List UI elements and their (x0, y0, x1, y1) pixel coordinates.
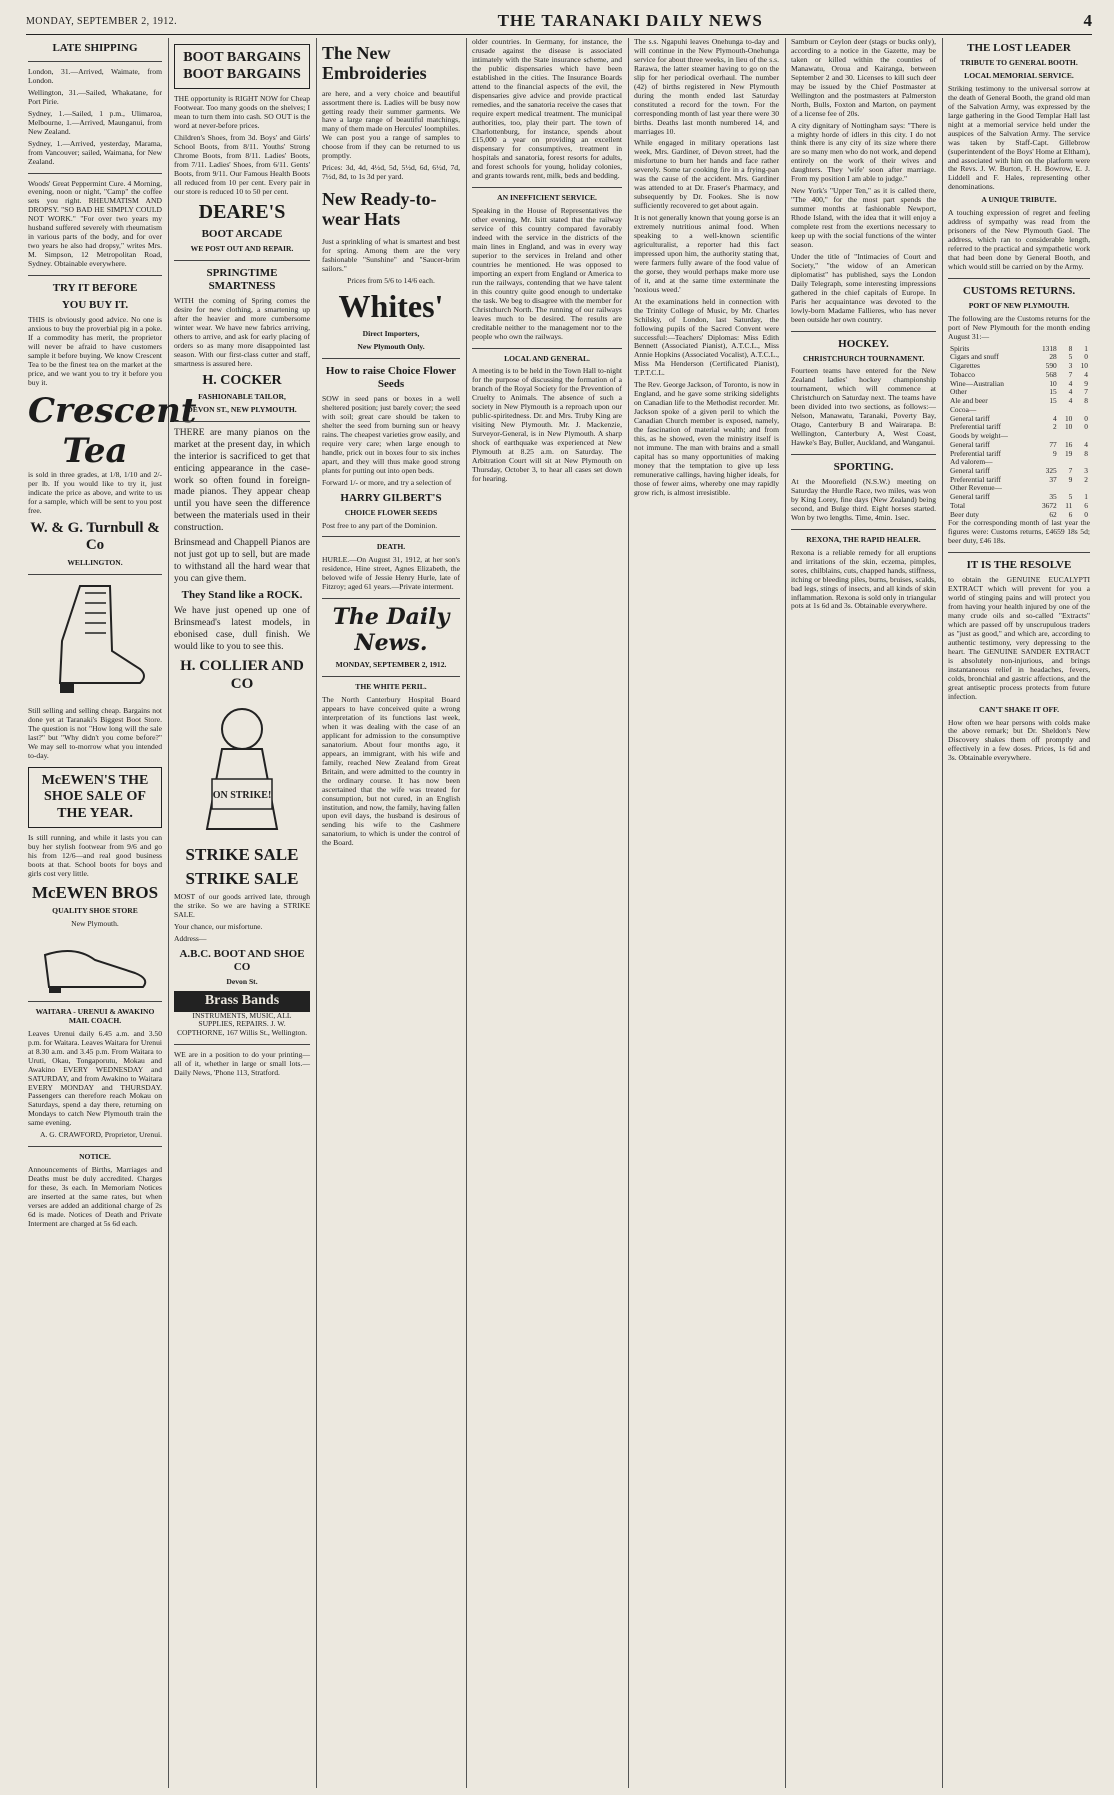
unique-tribute-text: A touching expression of regret and feeling address of sympathy was read from the prisoners of the New Plymouth Gaol. The address, which ran to considerable length, referred to the practical and sympathetic work that had been done by General Booth, and which would still be carried on by the Army. (948, 208, 1090, 271)
local-general-text: A meeting is to be held in the Town Hall to-night for the purpose of discussing the formation of a branch of the Royal Society for the Prevention of Cruelty to Animals. The absence of such a society in New Plymouth is a reproach upon our public-spiritedness. Dr. and Mrs. Truby King are visiting New Plymouth. Mr. J. Mackenzie, Surveyor-General, is in New Plymouth. A sharp shock of earthquake was experienced at New Plymouth at 8.25 a.m. on Saturday. The Arbitration Court will sit at New Plymouth on Thursday, October 3, to hear all cases set down for hearing. (472, 366, 622, 483)
brass-bands-text: INSTRUMENTS, MUSIC, ALL SUPPLIES, REPAIRS. J. W. COPTHORNE, 167 Willis St., Wellington. (176, 1010, 308, 1038)
mcewen-sale-heading: McEWEN'S THE SHOE SALE OF THE YEAR. (41, 772, 149, 821)
boot-bargains-heading-2: BOOT BARGAINS (183, 66, 301, 82)
customs-cell-l: 77 (1049, 439, 1057, 449)
sporting-heading: SPORTING. (833, 461, 894, 474)
springtime-text: WITH the coming of Spring comes the desire for new clothing, a smartening up after the heavier and more cumbersome winter wear. We have new fabrics arriving, others to arrive, and ask for early placing of orders so as many more disappointed last season. With our first-class cutter and staff, smartness is assured here. (174, 295, 310, 368)
buy-heading: YOU BUY IT. (61, 299, 129, 311)
boot-bargains-text: THE opportunity is RIGHT NOW for Cheap Footwear. Too many goods on the shelves; I mean to turn them into cash. SO OUT is the word at never-before prices. (174, 94, 310, 130)
customs-note: For the corresponding month of last year the figures were: Customs returns, £4659 18s 5d; beer duty, £46 18s. (948, 518, 1090, 546)
customs-cell-s: 4 (1068, 387, 1073, 397)
customs-cell-item: Spirits (950, 343, 970, 353)
resolve-text: to obtain the GENUINE EUCALYPTI EXTRACT which will prevent for you a world of stinging pains and will protect you from having your health injured by one of the many crude oils and so-called "Extracts" which are passed off by unscrupulous traders as "just as good," and which are, according to authentic testimony, very depressing to the heart. The GENUINE SANDER EXTRACT is absolutely non-injurious, and brings instantaneous relief in headaches, fevers, colds, bronchial and gastric affections, and the great antiseptic process protects from future infection. (948, 575, 1090, 701)
customs-cell-d: 4 (1084, 369, 1088, 379)
customs-cell-s: 10 (1064, 413, 1073, 423)
collier-name: H. COLLIER AND CO (180, 657, 304, 692)
whites-sub: Direct Importers, (362, 329, 420, 339)
customs-cell-item: Cocoa— (950, 404, 977, 414)
daily-news-title: The Daily News. (332, 604, 450, 657)
hockey-text: Fourteen teams have entered for the New Zealand ladies' hockey championship tournament, which will commence at Christchurch on Saturday next. The teams have been divided into two sections, as follows:—Nelson, Manawatu, Taranaki, Poverty Bay, Otago, Canterbury B and Wairarapa. B: Wellington, Canterbury A, West Coast, Hawke's Bay, Buller, Auckland, and Wanganui. (791, 366, 936, 448)
local-item: Samburn or Ceylon deer (stags or bucks only), according to a notice in the Gazette, may be taken or killed within the counties of Manawatu, Oroua and Kairanga, between September 2 and 30. Licenses to kill such deer may be issued by the Chief Postmaster at Wellington and the postmasters at Palmerston North, Bulls, Foxton and Marton, on payment of a license fee of 20s. (791, 37, 936, 118)
customs-cell-item: Other (950, 387, 967, 397)
customs-cell-l: 10 (1049, 378, 1057, 388)
editorial-text: older countries. In Germany, for instance, the crusade against the disease is associated intimately with the State insurance scheme, and the public dispensaries which have been established in the cities. The Insurance Boards attend to the financial aspects of the evil, the dispensaries give advice and provide practical remedies, and the sanatoria receive the cases that require expert medical treatment. The municipal authorities, too, play their part. The town of Charlottenburg, for instance, spends about £15,000 a year on providing an excellent dispensary for consumptives, treatment in hospitals and sanatoria, forest resorts for adults, and forest schools for young, holiday colonies, and grants towards rent, milk, beds and bedding. (472, 37, 622, 181)
customs-cell-l: 590 (1045, 361, 1057, 371)
whites-place: New Plymouth Only. (357, 342, 425, 352)
forward-text: Forward 1/- or more, and try a selection of (322, 477, 452, 487)
strike-sale-heading: STRIKE SALE (185, 845, 299, 865)
customs-cell-d: 0 (1084, 352, 1088, 362)
customs-cell-l: 2 (1053, 422, 1057, 432)
hockey-heading: HOCKEY. (838, 337, 889, 350)
customs-cell-l: 4 (1053, 413, 1057, 423)
embroideries-text: are here, and a very choice and beautiful assortment there is. Ladies will be busy now getting ready their summer garments. We have a large range of beautiful matchings, many of them made on Hercules' loomphiles. We can post you a range of samples to choose from if they can be returned to us promptly. (322, 88, 460, 161)
abc-boot-name: A.B.C. BOOT AND SHOE CO (179, 948, 305, 974)
column-rule (785, 38, 786, 1788)
springtime-heading: SPRINGTIME SMARTNESS (206, 267, 278, 292)
customs-cell-l: 15 (1049, 387, 1057, 397)
gilbert-sub: CHOICE FLOWER SEEDS (344, 507, 438, 517)
crescent-tea-intro: THIS is obviously good advice. No one is anxious to buy the proverbial pig in a poke. If a commodity has merit, the proprietor will never be afraid to have customers sample it before buying. We know Crescent Tea to be the finest tea on the market at the price, and we want you to try it before you buy it. (28, 314, 162, 387)
customs-cell-s: 11 (1065, 500, 1073, 510)
printing-text: WE are in a position to do your printing—all of it, whether in large or small lots.—Daily News, 'Phone 113, Stratford. (174, 1050, 310, 1078)
customs-cell-s: 7 (1068, 369, 1073, 379)
customs-cell-d: 8 (1084, 396, 1088, 406)
booth-text: Striking testimony to the universal sorrow at the death of General Booth, the grand old man of the Salvation Army, was expressed by the large gathering in the Good Templar Hall last night at a memorial service held under the auspices of the Salvation Army. The service was taken by Staff-Capt. Gillebrow (superintendent of the Boys' Home at Eltham), and associated with him on the platform were the Revs. J. W. Burton, F. H. Bowrow, E. J. Liddell and F. Hales, representing other denominations. (948, 83, 1090, 192)
customs-cell-d: 1 (1084, 492, 1088, 502)
pianos-text: THERE are many pianos on the market at the present day, in which the interior is sacrificed to get that enticing appearance in the case-work so often found in foreign-made pianos. They appear cheap until you have seen the difference between the materials used in their construction. (174, 428, 310, 534)
customs-cell-s: 3 (1068, 361, 1073, 371)
embroideries-heading: The New Embroideries (322, 43, 427, 83)
customs-cell-s: 6 (1068, 509, 1073, 519)
waitara-coach-heading: WAITARA - URENUI & AWAKINO MAIL COACH. (35, 1006, 155, 1025)
customs-cell-s (1059, 484, 1075, 493)
customs-cell-item: General tariff (950, 439, 990, 449)
customs-cell-item: Tobacco (950, 369, 975, 379)
cocker-name: H. COCKER (202, 372, 282, 388)
customs-cell-s: 4 (1068, 378, 1073, 388)
flower-seeds-heading: How to raise Choice Flower Seeds (325, 365, 457, 391)
mcewen-bros-sub: QUALITY SHOE STORE (52, 905, 138, 915)
rexona-text: Rexona is a reliable remedy for all eruptions and irritations of the skin, eczema, pimples, sores, chilblains, cuts, chapped hands, stiffness, itching or bleeding piles, burns, bruises, scalds, bad legs, stings of insects, and all kinds of skin inflammation. Rexona is sold only in triangular pots at 1s 6d and 3s. Obtainable everywhere. (791, 547, 936, 611)
customs-cell-s: 5 (1068, 352, 1073, 362)
daily-news-date: MONDAY, SEPTEMBER 2, 1912. (335, 660, 447, 670)
customs-cell-d: 0 (1084, 422, 1088, 432)
column-rule (628, 38, 629, 1788)
issue-date: MONDAY, SEPTEMBER 2, 1912. (26, 15, 177, 27)
mcewen-sale-ad (28, 767, 162, 829)
customs-cell-item: Preferential tariff (950, 448, 1001, 458)
customs-cell-s: 9 (1068, 474, 1073, 484)
chance-text: Your chance, our misfortune. (174, 922, 263, 932)
whites-logo: Whites' (338, 288, 444, 325)
flower-seeds-text: SOW in seed pans or boxes in a well sheltered position; just barely cover; the seed with soil; great care should be taken to shelter the seed from burning sun or heavy rains. The cheapest varieties grow easily, and require very care; when large enough to handle, prick out in boxes four to six inches apart, and they will thus make good strong plants for putting out into open beds. (322, 394, 460, 475)
customs-cell-item: Preferential tariff (950, 474, 1001, 484)
customs-cell-l: 3672 (1041, 500, 1057, 510)
strike-sale-heading-2: STRIKE SALE (185, 869, 299, 889)
column-4 (472, 38, 622, 1788)
shake-text: How often we hear persons with colds make the above remark; but Dr. Sheldon's New Discovery shakes them off promptly and effectively in a few doses. Prices, 1s 6d and 3s. Obtainable everywhere. (948, 717, 1090, 763)
customs-cell-item: Wine—Australian (950, 378, 1004, 388)
brass-bands-heading: Brass Bands (174, 991, 310, 1012)
column-2 (174, 38, 310, 1788)
hats-prices: Prices from 5/6 to 14/6 each. (347, 275, 435, 285)
boot-sale-text: Still selling and selling cheap. Bargains not done yet at Taranaki's Biggest Boot Store. The question is not "How long will the sale last?" but "Why didn't you come before?" We may sell to-morrow what you intended to-day. (28, 705, 162, 760)
crescent-tea-logo: Crescent Tea (28, 390, 197, 471)
deare-name: DEARE'S (198, 200, 286, 223)
customs-cell-d: 0 (1084, 509, 1088, 519)
customs-heading: CUSTOMS RETURNS. (962, 284, 1076, 297)
customs-cell-s: 8 (1068, 343, 1073, 353)
column-rule (316, 38, 317, 1788)
customs-cell-l: 37 (1049, 474, 1057, 484)
customs-cell-s: 16 (1064, 439, 1073, 449)
customs-cell-l: 62 (1049, 509, 1057, 519)
column-7 (948, 38, 1090, 1788)
brinsmead-text: Brinsmead and Chappell Pianos are not just got up to sell, but are made to withstand all the hard wear that you can give them. (174, 537, 310, 584)
customs-cell-l: 35 (1049, 492, 1057, 502)
customs-cell-d: 3 (1084, 466, 1088, 475)
woods-cure-text: Woods' Great Peppermint Cure. 4 Morning, evening, noon or night, "Camp" the coffee sets you right. RHEUMATISM AND DROPSY. "SO BAD HE SIMPLY COULD NOT WORK." "For over two years my husband suffered severely with rheumatism in various parts of the body, and for over two years he also had dropsy," writes Mrs. M. Simpson, 12 Metropolitan Road, Sydney. Obtainable everywhere. (28, 178, 162, 269)
local-item: New York's "Upper Ten," as it is called there, "The 400," for the most part spends the summer months at fashionable Newport, Rhode Island, with the idea that it will enjoy a complete rest from the exertions necessary to keep up with the social functions of the winter season. (791, 186, 936, 249)
column-rule (466, 38, 467, 1788)
customs-cell-item: Ad valorem— (950, 457, 993, 467)
waitara-coach-signature: A. G. CRAWFORD, Proprietor, Urenui. (39, 1130, 162, 1140)
rexona-heading: REXONA, THE RAPID HEALER. (806, 534, 921, 544)
boot-price-list: Children's Shoes, from 3d. Boys' and Girls' School Boots, from 8/11. Youths' Strong Chrome Boots, from 8/11. Ladies' Boots, from 7/11. Ladies' Shoes, from 6/11. Gents' Boots, from 9/11. Our Famous Health Boots all reduced from 10 per cent. Every pair in our store is reduced 10 to 50 per cent. (174, 132, 310, 196)
boot-illustration (40, 581, 150, 701)
embroideries-prices: Prices: 3d, 4d, 4½d, 5d, 5½d, 6d, 6½d, 7d, 7½d, 8d, to 1s 3d per yard. (322, 163, 460, 182)
cocker-address: DEVON ST., NEW PLYMOUTH. (187, 405, 297, 415)
customs-cell-item: General tariff (950, 466, 990, 475)
column-rule (168, 38, 169, 1788)
mcewen-bros-place: New Plymouth. (71, 918, 119, 928)
customs-cell-s: 10 (1064, 422, 1073, 432)
customs-cell-l: 15 (1049, 396, 1057, 406)
tribute-subheading: TRIBUTE TO GENERAL BOOTH. (960, 57, 1078, 67)
turnbull-name: W. & G. Turnbull & Co (30, 519, 160, 554)
customs-cell-l: 28 (1049, 352, 1057, 362)
deare-note: WE POST OUT AND REPAIR. (190, 244, 294, 254)
rock-slogan: They Stand like a ROCK. (181, 589, 303, 602)
column-3 (322, 38, 460, 1788)
boot-bargains-ad (174, 44, 310, 89)
cases-text: We have just opened up one of Brinsmead's latest models, in ebonised case, dull finish. We would like to you to see this. (174, 606, 310, 652)
strike-man-illustration (187, 699, 297, 839)
customs-cell-d: 7 (1084, 387, 1088, 397)
customs-cell-d: 4 (1084, 439, 1088, 449)
white-peril-text: The North Canterbury Hospital Board appears to have conceived quite a wrong interpretation of its functions last week, when it was dealing with the case of an applicant for admission to the consumptive sanatorium. About four months ago, it appears, an immigrant, with his wife and family, reached New Zealand from Great Britain, and were admitted to the country in the ordinary course. It has now been ascertained that the wife was treated for consumption, but not cured, in an English institution, and now, the family, having fallen upon evil days, the husband is desirous of sending his wife to the Cashmere sanatorium, to which is under the control of the Board. (322, 695, 460, 848)
strike-sale-text: MOST of our goods arrived late, through the strike. So we are having a STRIKE SALE. (174, 892, 310, 920)
gilbert-post: Post free to any part of the Dominion. (322, 520, 438, 530)
customs-cell-l: 568 (1045, 369, 1057, 379)
customs-cell-d: 0 (1084, 413, 1088, 423)
customs-cell-s: 4 (1068, 396, 1073, 406)
customs-cell-item: Goods by weight— (950, 431, 1008, 441)
customs-cell-d: 10 (1080, 361, 1088, 371)
customs-cell-l: 9 (1053, 448, 1057, 458)
memorial-subheading: LOCAL MEMORIAL SERVICE. (964, 70, 1074, 80)
customs-cell-item: Beer duty (950, 509, 979, 519)
customs-intro: The following are the Customs returns for the port of New Plymouth for the month ending August 31:— (948, 313, 1090, 341)
notice-text: Announcements of Births, Marriages and Deaths must be duly accredited. Charges for these, 3s each. In Memoriam Notices are inserted at the same rates, but when verses are added an additional charge of 2s 6d is made. Notices of Death and Private Interment are charged at 5s 6d each. (28, 1165, 162, 1228)
lost-leader-heading: THE LOST LEADER (967, 42, 1071, 54)
turnbull-place: WELLINGTON. (67, 557, 123, 567)
customs-cell-d: 6 (1084, 500, 1088, 510)
hats-text: Just a sprinkling of what is smartest and best for spring. Among them are the very fashionable "Sunshine" and "Saucer-brim sailors." (322, 236, 460, 273)
try-heading: TRY IT BEFORE (52, 282, 138, 295)
death-notice: HURLE.—On August 31, 1912, at her son's residence, Hine street, Agnes Elizabeth, the beloved wife of Jessie Henry Hurle, late of Fitzroy; aged 61 years.—Private interment. (322, 555, 460, 592)
customs-cell-s: 19 (1064, 448, 1073, 458)
boot-bargains-heading: BOOT BARGAINS (183, 50, 301, 65)
masthead (26, 8, 1092, 35)
customs-cell-d: 8 (1084, 448, 1088, 458)
column-6 (791, 38, 936, 1788)
customs-cell-d: 2 (1084, 474, 1088, 484)
white-peril-heading: THE WHITE PERIL. (355, 682, 427, 692)
customs-table (948, 345, 1090, 520)
shoe-illustration (35, 935, 155, 995)
customs-cell-s: 7 (1068, 466, 1073, 475)
crescent-tea-text: is sold in three grades, at 1/8, 1/10 and 2/- per lb. If you would like to try it, just indicate the price as above, and write to us for a sample, which will be sent to you post free. (28, 469, 162, 515)
page-number: 4 (1083, 11, 1092, 30)
death-heading: DEATH. (376, 542, 406, 552)
mcewen-text: Is still running, and while it lasts you can buy her stylish footwear from 9/6 and go his from 12/6—and real good business boots at that. School boots for boys and girls cost very little. (28, 833, 162, 878)
notice-heading: NOTICE. (79, 1152, 111, 1162)
customs-cell-s: 5 (1068, 492, 1073, 502)
sporting-text: At the Moorefield (N.S.W.) meeting on Saturday the Hurdle Race, two miles, was won by King Lorey, fine days (New Zealand) being second, and Bulge third. Eight horses started. Won by two lengths. Time, 4min. 1sec. (791, 477, 936, 522)
late-shipping-heading: LATE SHIPPING (52, 42, 138, 54)
local-item: At the examinations held in connection with the Trinity College of Music, by Mr. Charles Schilsky, of London, last Saturday, the following pupils of the Sacred Convent were successful:—Teachers' Diplomas: Miss Edith Bennett (Associated Pianist), A.T.C.L., Miss Annie Hopkins (Associated Vocalist), A.T.C.L., Miss Ma Henderson (Certificated Pianist), T.P.T.C.L. (634, 296, 779, 378)
resolve-heading: IT IS THE RESOLVE (966, 559, 1072, 572)
customs-cell-item: Preferential tariff (950, 422, 1001, 432)
customs-cell-d: 9 (1084, 378, 1088, 388)
hats-heading: New Ready-to-wear Hats (322, 189, 437, 229)
customs-cell-item: Cigarettes (950, 361, 980, 371)
strike-label: ON STRIKE! (212, 790, 272, 802)
customs-cell-l: 325 (1045, 466, 1057, 475)
shake-heading: CAN'T SHAKE IT OFF. (978, 704, 1060, 714)
customs-cell-item: Total (950, 500, 966, 510)
shipping-item: Sydney, 1.—Arrived, yesterday, Marama, from Vancouver; sailed, Waimana, for New Zealand. (28, 138, 162, 166)
unique-tribute-heading: A UNIQUE TRIBUTE. (981, 195, 1057, 205)
shipping-item: London, 31.—Arrived, Waimate, from London. (28, 66, 162, 85)
column-5 (634, 38, 779, 1788)
customs-cell-d: 1 (1084, 343, 1088, 353)
cocker-sub: FASHIONABLE TAILOR, (198, 392, 286, 402)
deare-sub: BOOT ARCADE (201, 228, 283, 241)
local-general-heading: LOCAL AND GENERAL. (504, 353, 590, 363)
gilbert-name: HARRY GILBERT'S (340, 491, 442, 504)
customs-cell-item: Other Revenue— (950, 483, 1002, 493)
customs-cell-item: General tariff (950, 413, 990, 423)
shipping-item: Sydney, 1.—Sailed, 1 p.m., Ulimaroa, Melbourne, 1.—Arrived, Maunganui, from New Zealand. (28, 108, 162, 136)
shipping-item: Wellington, 31.—Sailed, Whakatane, for Port Pirie. (28, 87, 162, 106)
local-item: While engaged in military operations last week, Mrs. Gardiner, of Devon street, had the misfortune to burn her hands and face rather severely. Some tar cooking fire in a frying-pan was the cause of the accident. Mrs. Gardiner was attended to at Dr. Fraser's Pharmacy, and subsequently by Dr. Fookes. She is now sufficiently recovered to get about again. (634, 138, 779, 211)
customs-cell-s (1059, 458, 1075, 467)
local-item: Under the title of "Intimacies of Court and Society," "the widow of an American diplomatist" has published, says the London Daily Telegraph, some interesting impressions gathered in the chief capitals of Europe. In Paris her acquaintance was devoted to the lowly-born Madame Fallieres, who has never been outside her own country. (791, 251, 936, 324)
customs-subheading: PORT OF NEW PLYMOUTH. (968, 300, 1070, 310)
abc-boot-address: Devon St. (226, 977, 258, 987)
customs-cell-item: Ale and beer (950, 396, 988, 406)
inefficient-service-heading: AN INEFFICIENT SERVICE. (497, 193, 597, 203)
customs-cell-item: Cigars and snuff (950, 352, 999, 362)
customs-cell-l: 1318 (1041, 343, 1057, 353)
address-label: Address— (174, 934, 207, 944)
column-rule (942, 38, 943, 1788)
local-item: A city dignitary of Nottingham says: "There is a mighty horde of idlers in this city. I do not think there is any city of its size where there are so many men who do not work, and depend entirely on the work of their wives and daughters. They 'wife' soon after marriage. From my position I am able to judge." (791, 120, 936, 184)
local-item: It is not generally known that young gorse is an extremely nutritious animal food. When speaking to a well-known scientific agriculturalist, a reporter had this fact impressed upon him, the authority stating that, were farmers fully aware of the food value of the gorse, they would perhaps make more use of it, and at the same time exterminate the 'noxious weed.' (634, 213, 779, 294)
waitara-coach-text: Leaves Urenui daily 6.45 a.m. and 3.50 p.m. for Waitara. Leaves Waitara for Urenui at 8.30 a.m. and 3.45 p.m. From Waitara to Uruti, Okau, Tongaporutu, Mokau and Awakino EVERY WEDNESDAY and SATURDAY, and from Awakino to Waitara EVERY MONDAY and THURSDAY. Passengers can therefore reach Mokau on Saturdays, spend a day there, returning on Mondays to catch New Plymouth train the same evening. (28, 1028, 162, 1128)
hockey-subheading: CHRISTCHURCH TOURNAMENT. (802, 353, 925, 363)
mcewen-bros-name: McEWEN BROS (31, 882, 159, 902)
inefficient-service-text: Speaking in the House of Representatives the other evening, Mr. Isitt stated that the railway service of this country compared favorably indeed with the service in the districts of the main lines in England, and was in every way superior to the services in Ireland and other countries he mentioned. He was opposed to importing an expert from England or America to run the railways, contending that we have talent in this country quite good enough to undertake the task. We beg to disagree with the member for Christchurch North. The running of our railways leaves much to be desired. The results are creditable neither to the management nor to the people who own the railways. (472, 206, 622, 341)
local-item: The Rev. George Jackson, of Toronto, is now in England, and he gave some striking sidelights on Canadian life to the Methodist recorder. Mr. Jackson spoke of a given peril to which the Canadian Church member is exposed, namely, the fascination of material wealth; and from this, as he showed, even the ministry itself is not immune. The man with brains and a small capital has so many opportunities of making money that the temptation to give up less remunerative callings, having higher ideals, for those of fewer aims, whereby one may rapidly grow rich, is almost irresistible. (634, 380, 779, 497)
paper-title: THE TARANAKI DAILY NEWS (497, 11, 763, 30)
customs-cell-item: General tariff (950, 492, 990, 502)
local-item: The s.s. Ngapuhi leaves Onehunga to-day and will continue in the New Plymouth-Onehunga service for about three weeks, in lieu of the s.s. Rarawa, the latter steamer having to go on the slip for her periodical overhaul. The number (42) of births registered in New Plymouth during the month ended last Saturday constituted a record for the town. For the corresponding month of last year there were 30 births. Deaths last month numbered 14, and marriages 10. (634, 37, 779, 136)
